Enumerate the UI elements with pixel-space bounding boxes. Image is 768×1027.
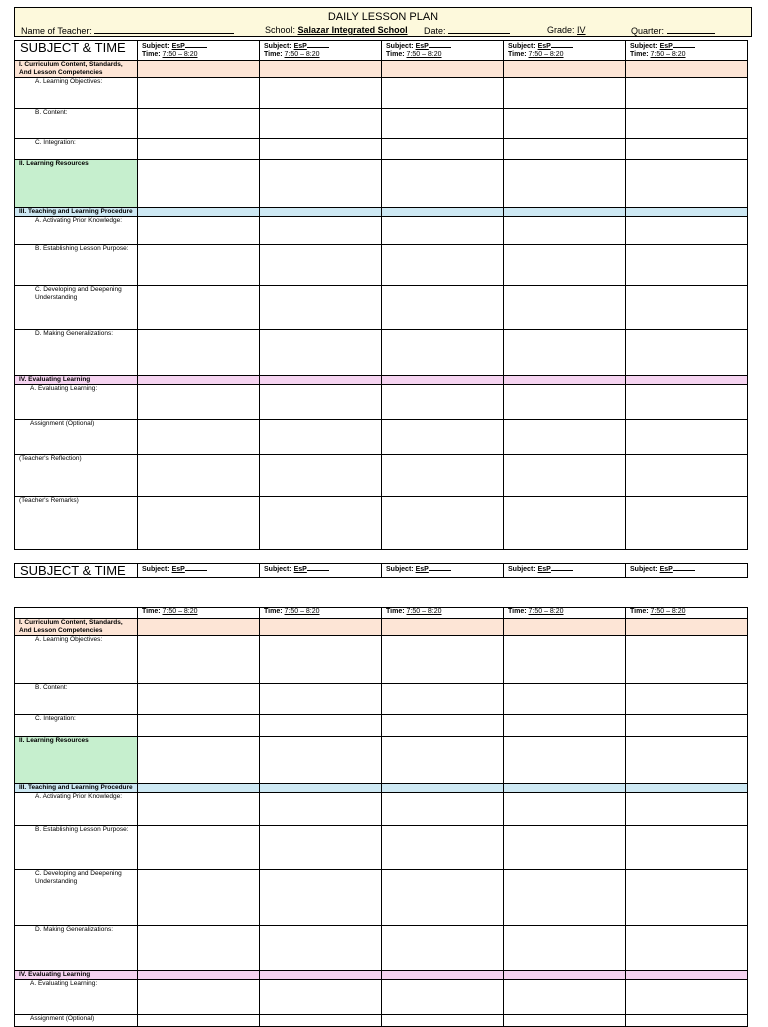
quarter-field [631, 25, 715, 36]
day-column-header: Subject: EsP Time: 7:50 – 8:20 [260, 41, 382, 61]
cell[interactable] [504, 684, 626, 715]
cell[interactable] [260, 109, 382, 139]
resources-label: II. Learning Resources [15, 160, 138, 208]
time-header: Time: 7:50 – 8:20 [626, 608, 748, 619]
cell[interactable] [626, 160, 748, 208]
cell[interactable] [382, 826, 504, 870]
establishing-label: B. Establishing Lesson Purpose: [15, 826, 138, 870]
establishing-row [15, 245, 748, 286]
objectives-row [15, 78, 748, 109]
cell[interactable] [260, 217, 382, 245]
cell[interactable] [504, 870, 626, 926]
evaluating-row [15, 971, 748, 980]
time-header: Time: 7:50 – 8:20 [382, 608, 504, 619]
time-header: Time: 7:50 – 8:20 [504, 608, 626, 619]
cell[interactable] [382, 78, 504, 109]
subject-header: Subject: EsP [260, 564, 382, 578]
cell[interactable] [504, 455, 626, 497]
cell[interactable] [382, 160, 504, 208]
cell[interactable] [260, 684, 382, 715]
cell[interactable] [382, 715, 504, 737]
cell[interactable] [260, 826, 382, 870]
lesson-plan-header [14, 7, 752, 37]
cell[interactable] [260, 980, 382, 1015]
cell[interactable] [504, 636, 626, 684]
content-row [15, 109, 748, 139]
lesson-table-2 [14, 607, 748, 1027]
cell[interactable] [626, 980, 748, 1015]
cell[interactable] [260, 870, 382, 926]
cell[interactable] [138, 420, 260, 455]
cell[interactable] [626, 715, 748, 737]
cell[interactable] [382, 286, 504, 330]
cell[interactable] [504, 793, 626, 826]
cell[interactable] [260, 420, 382, 455]
cell[interactable] [260, 1015, 382, 1027]
cell[interactable] [382, 139, 504, 160]
integration-row [15, 715, 748, 737]
reflection-label: (Teacher's Reflection) [15, 455, 138, 497]
objectives-label: A. Learning Objectives: [15, 636, 138, 684]
cell[interactable] [382, 217, 504, 245]
cell[interactable] [138, 217, 260, 245]
subject-header: Subject: EsP [504, 564, 626, 578]
cell[interactable] [138, 245, 260, 286]
cell[interactable] [260, 78, 382, 109]
subject-header: Subject: EsP [382, 564, 504, 578]
day-column-header: Subject: EsP Time: 7:50 – 8:20 [138, 41, 260, 61]
subject-time-header: SUBJECT & TIME [15, 41, 138, 61]
subject-time-header: SUBJECT & TIME [15, 564, 138, 578]
cell[interactable] [626, 109, 748, 139]
activating-label: A. Activating Prior Knowledge: [15, 793, 138, 826]
cell[interactable] [382, 636, 504, 684]
subject-strip [14, 563, 748, 578]
quarter-label: Quarter: [631, 26, 665, 36]
cell[interactable] [626, 78, 748, 109]
cell[interactable] [260, 926, 382, 971]
integration-row [15, 139, 748, 160]
evaluating-label: IV. Evaluating Learning [15, 971, 138, 980]
procedure-label: III. Teaching and Learning Procedure [15, 208, 138, 217]
generalizations-label: D. Making Generalizations: [15, 330, 138, 376]
cell[interactable] [260, 160, 382, 208]
cell[interactable] [504, 330, 626, 376]
cell[interactable] [260, 715, 382, 737]
cell[interactable] [626, 330, 748, 376]
cell[interactable] [260, 737, 382, 784]
cell[interactable] [260, 286, 382, 330]
generalizations-row [15, 330, 748, 376]
resources-label: II. Learning Resources [15, 737, 138, 784]
curriculum-label: I. Curriculum Content, Standards, And Lesson Competencies [15, 61, 138, 78]
content-row [15, 684, 748, 715]
page-title: DAILY LESSON PLAN [327, 11, 439, 23]
cell[interactable] [138, 870, 260, 926]
assignment-row [15, 1015, 748, 1027]
developing-label: C. Developing and Deepening Understanding [15, 286, 138, 330]
time-row [15, 608, 748, 619]
evaluating-a-label: A. Evaluating Learning: [15, 385, 138, 420]
cell[interactable] [504, 286, 626, 330]
cell[interactable] [260, 636, 382, 684]
cell[interactable] [626, 870, 748, 926]
cell[interactable] [138, 715, 260, 737]
cell[interactable] [382, 684, 504, 715]
cell[interactable] [382, 420, 504, 455]
cell[interactable] [138, 385, 260, 420]
grade-value: IV [577, 25, 586, 35]
date-label: Date: [424, 26, 446, 36]
teacher-label: Name of Teacher: [21, 26, 92, 36]
cell[interactable] [260, 139, 382, 160]
cell[interactable] [138, 926, 260, 971]
resources-row [15, 737, 748, 784]
cell[interactable] [504, 497, 626, 550]
cell[interactable] [138, 497, 260, 550]
cell[interactable] [138, 139, 260, 160]
cell[interactable] [626, 497, 748, 550]
cell[interactable] [138, 793, 260, 826]
cell[interactable] [382, 980, 504, 1015]
procedure-row [15, 784, 748, 793]
integration-label: C. Integration: [15, 715, 138, 737]
cell[interactable] [138, 684, 260, 715]
date-blank[interactable] [448, 25, 510, 34]
cell[interactable] [504, 78, 626, 109]
cell[interactable] [260, 455, 382, 497]
cell[interactable] [260, 245, 382, 286]
cell[interactable] [504, 715, 626, 737]
cell[interactable] [138, 109, 260, 139]
developing-label: C. Developing and Deepening Understanding [15, 870, 138, 926]
grade-field [547, 25, 586, 35]
cell[interactable] [382, 497, 504, 550]
cell[interactable] [382, 330, 504, 376]
cell[interactable] [504, 217, 626, 245]
evaluating-a-label: A. Evaluating Learning: [15, 980, 138, 1015]
cell[interactable] [382, 793, 504, 826]
activating-label: A. Activating Prior Knowledge: [15, 217, 138, 245]
cell[interactable] [626, 684, 748, 715]
remarks-row [15, 497, 748, 550]
cell[interactable] [138, 737, 260, 784]
content-label: B. Content: [15, 684, 138, 715]
cell[interactable] [504, 926, 626, 971]
assignment-label: Assignment (Optional) [15, 1015, 138, 1027]
subject-header: Subject: EsP [138, 564, 260, 578]
integration-label: C. Integration: [15, 139, 138, 160]
cell[interactable] [504, 245, 626, 286]
school-field [265, 25, 408, 35]
cell[interactable] [626, 737, 748, 784]
cell[interactable] [626, 1015, 748, 1027]
lesson-table-1 [14, 40, 748, 550]
quarter-blank[interactable] [667, 25, 715, 34]
cell[interactable] [626, 636, 748, 684]
cell[interactable] [626, 793, 748, 826]
cell[interactable] [504, 1015, 626, 1027]
cell[interactable] [626, 245, 748, 286]
generalizations-row [15, 926, 748, 971]
evaluating-a-row [15, 980, 748, 1015]
cell[interactable] [260, 793, 382, 826]
assignment-label: Assignment (Optional) [15, 420, 138, 455]
subject-strip-row [15, 564, 748, 578]
cell[interactable] [138, 980, 260, 1015]
cell[interactable] [138, 78, 260, 109]
time-header: Time: 7:50 – 8:20 [138, 608, 260, 619]
cell[interactable] [504, 160, 626, 208]
cell[interactable] [138, 160, 260, 208]
subject-time-row [15, 41, 748, 61]
developing-row [15, 286, 748, 330]
cell[interactable] [504, 109, 626, 139]
resources-row [15, 160, 748, 208]
developing-row [15, 870, 748, 926]
cell[interactable] [504, 737, 626, 784]
activating-row [15, 793, 748, 826]
cell[interactable] [626, 286, 748, 330]
day-column-header: Subject: EsP Time: 7:50 – 8:20 [382, 41, 504, 61]
subject-header: Subject: EsP [626, 564, 748, 578]
blank-header-cell [15, 608, 138, 619]
curriculum-row [15, 61, 748, 78]
cell[interactable] [626, 217, 748, 245]
cell[interactable] [626, 455, 748, 497]
time-header: Time: 7:50 – 8:20 [260, 608, 382, 619]
cell[interactable] [382, 109, 504, 139]
cell[interactable] [626, 385, 748, 420]
procedure-row [15, 208, 748, 217]
assignment-row [15, 420, 748, 455]
cell[interactable] [260, 497, 382, 550]
objectives-row [15, 636, 748, 684]
cell[interactable] [504, 420, 626, 455]
cell[interactable] [260, 385, 382, 420]
cell[interactable] [504, 385, 626, 420]
teacher-blank[interactable] [94, 25, 234, 34]
cell[interactable] [138, 455, 260, 497]
activating-row [15, 217, 748, 245]
grade-label: Grade: [547, 25, 575, 35]
cell[interactable] [138, 330, 260, 376]
remarks-label: (Teacher's Remarks) [15, 497, 138, 550]
establishing-label: B. Establishing Lesson Purpose: [15, 245, 138, 286]
cell[interactable] [382, 926, 504, 971]
reflection-row [15, 455, 748, 497]
cell[interactable] [138, 636, 260, 684]
establishing-row [15, 826, 748, 870]
cell[interactable] [382, 870, 504, 926]
content-label: B. Content: [15, 109, 138, 139]
day-column-header: Subject: EsP Time: 7:50 – 8:20 [504, 41, 626, 61]
cell[interactable] [138, 286, 260, 330]
school-label: School: [265, 25, 296, 35]
cell[interactable] [260, 330, 382, 376]
generalizations-label: D. Making Generalizations: [15, 926, 138, 971]
cell[interactable] [382, 1015, 504, 1027]
curriculum-label: I. Curriculum Content, Standards, And Lesson Competencies [15, 619, 138, 636]
cell[interactable] [382, 385, 504, 420]
evaluating-label: IV. Evaluating Learning [15, 376, 138, 385]
cell[interactable] [626, 926, 748, 971]
school-value: Salazar Integrated School [297, 25, 408, 35]
cell[interactable] [626, 826, 748, 870]
evaluating-a-row [15, 385, 748, 420]
cell[interactable] [626, 420, 748, 455]
cell[interactable] [382, 245, 504, 286]
cell[interactable] [504, 980, 626, 1015]
evaluating-row [15, 376, 748, 385]
procedure-label: III. Teaching and Learning Procedure [15, 784, 138, 793]
cell[interactable] [138, 826, 260, 870]
cell[interactable] [382, 737, 504, 784]
objectives-label: A. Learning Objectives: [15, 78, 138, 109]
cell[interactable] [138, 1015, 260, 1027]
cell[interactable] [504, 826, 626, 870]
date-field [424, 25, 510, 36]
cell[interactable] [504, 139, 626, 160]
day-column-header: Subject: EsP Time: 7:50 – 8:20 [626, 41, 748, 61]
teacher-field [21, 25, 234, 36]
cell[interactable] [382, 455, 504, 497]
curriculum-row [15, 619, 748, 636]
cell[interactable] [626, 139, 748, 160]
